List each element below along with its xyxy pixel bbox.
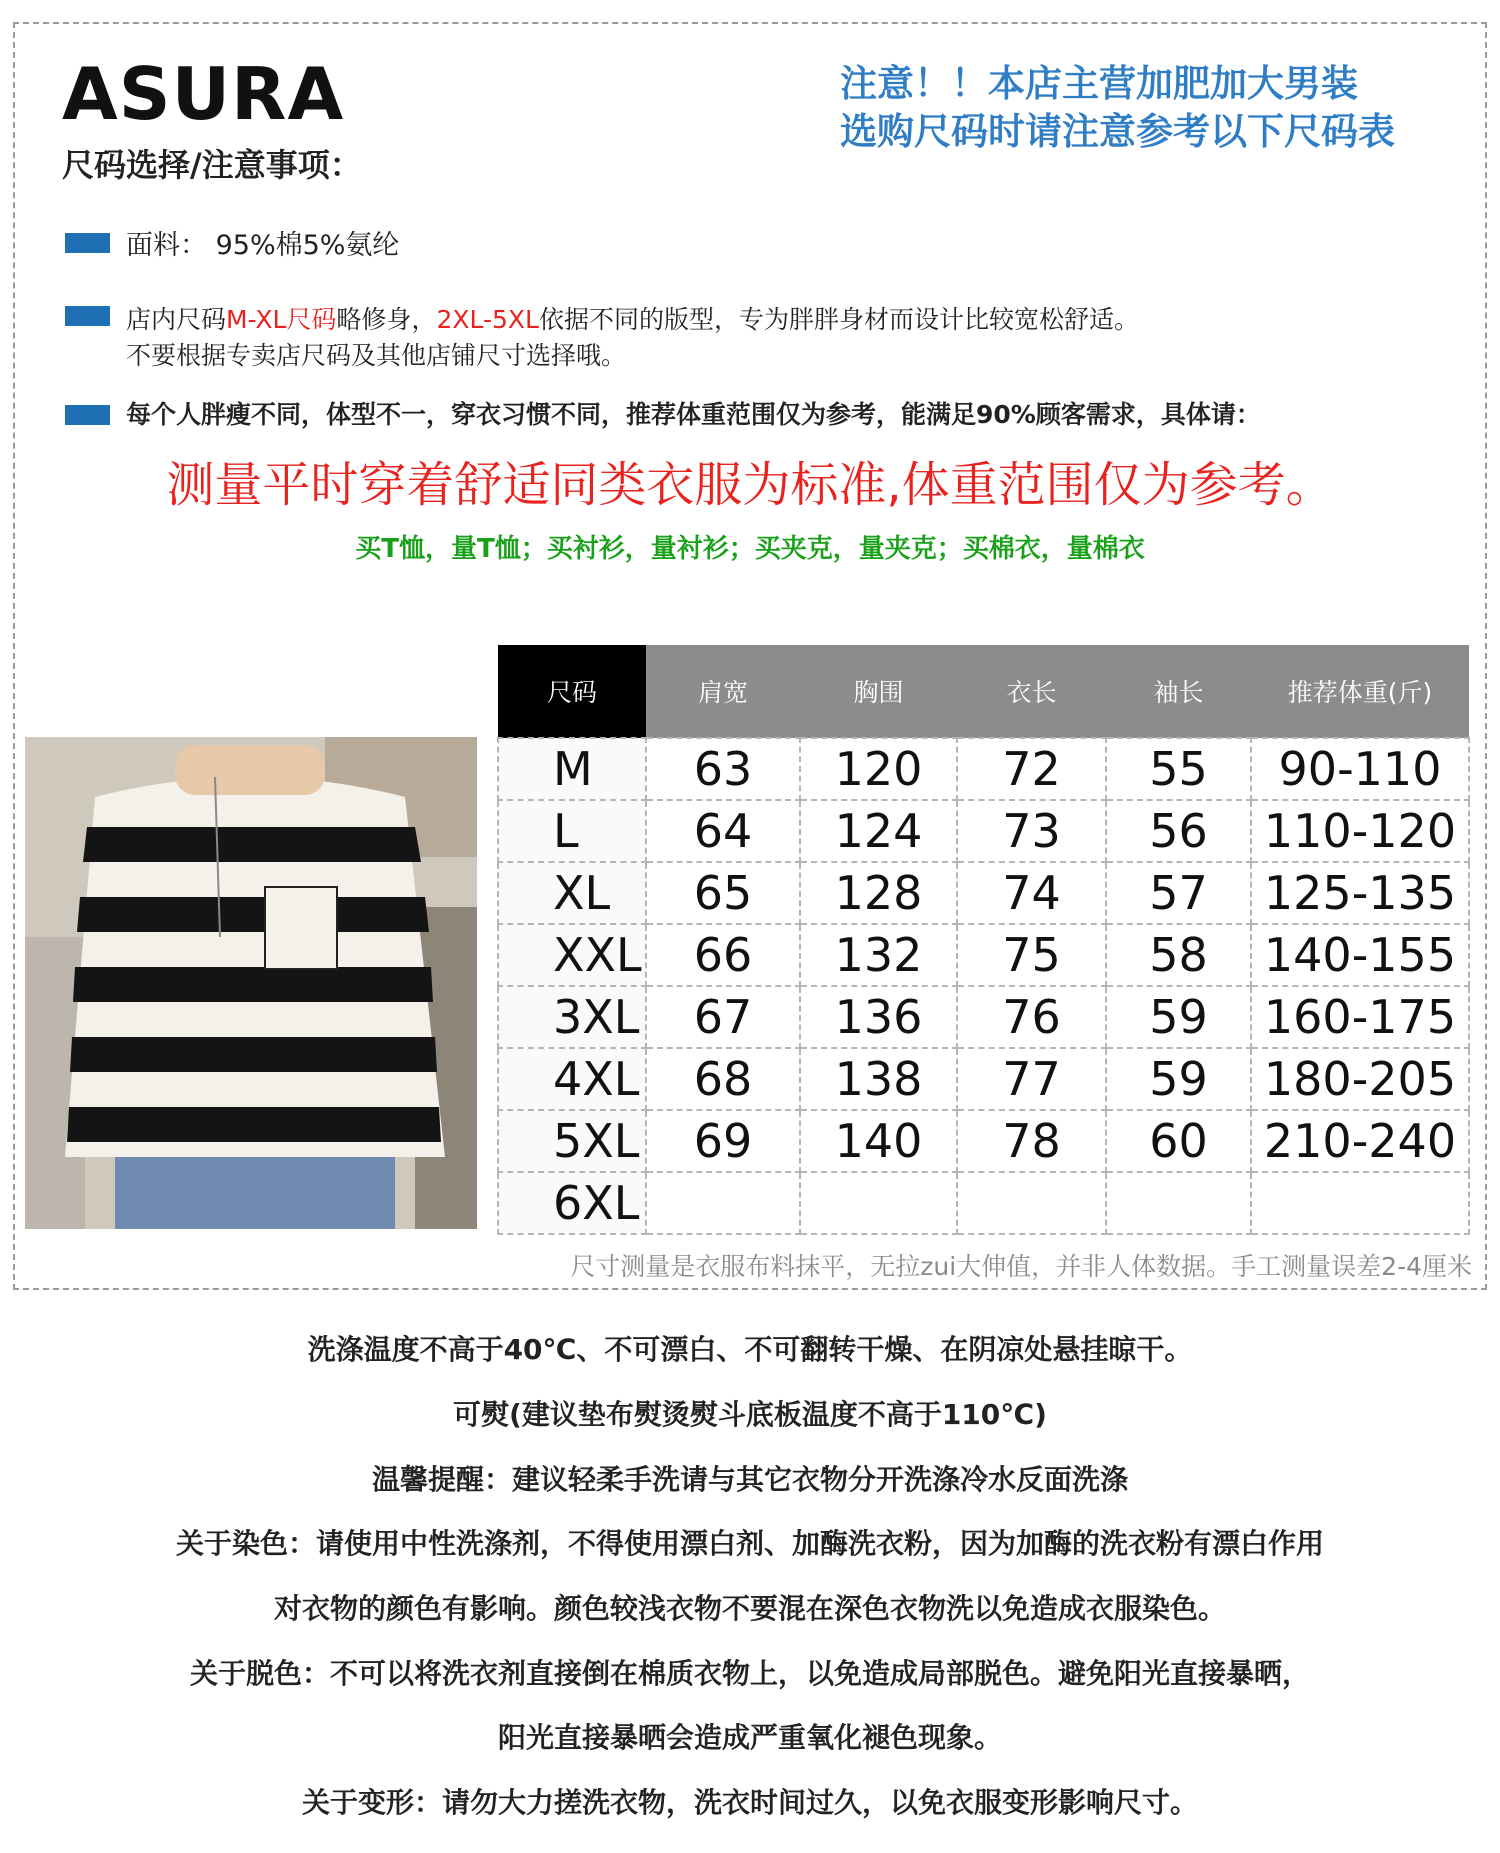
material-text: 面料： 95%棉5%氨纶 bbox=[126, 230, 400, 261]
care-line: 阳光直接暴晒会造成严重氧化褪色现象。 bbox=[497, 1721, 1002, 1754]
cell-length bbox=[957, 1172, 1106, 1234]
header-size: 尺码 bbox=[498, 645, 646, 738]
table-row bbox=[498, 1172, 1469, 1234]
cell-weight: 110-120 bbox=[1251, 800, 1469, 862]
striped-sweater-image bbox=[25, 737, 477, 1229]
cell-length: 73 bbox=[957, 800, 1106, 862]
table-row bbox=[498, 1048, 1469, 1110]
cell-length: 72 bbox=[957, 738, 1106, 800]
measurement-tip: 买T恤，量T恤；买衬衫，量衬衫；买夹克，量夹克；买棉衣，量棉衣 bbox=[355, 534, 1145, 564]
header-sleeve: 袖长 bbox=[1106, 645, 1251, 738]
table-row bbox=[498, 986, 1469, 1048]
fit-text-2: 略修身， bbox=[336, 305, 437, 334]
bullet-marker bbox=[65, 233, 110, 253]
cell-size: 5XL bbox=[498, 1110, 646, 1172]
cell-shoulder: 65 bbox=[646, 862, 800, 924]
cell-shoulder: 66 bbox=[646, 924, 800, 986]
cell-weight: 160-175 bbox=[1251, 986, 1469, 1048]
cell-sleeve: 59 bbox=[1106, 986, 1251, 1048]
cell-chest: 124 bbox=[800, 800, 957, 862]
fit-text-3: 依据不同的版型，专为胖胖身材而设计比较宽松舒适。 bbox=[538, 305, 1139, 334]
care-line: 对衣物的颜色有影响。颜色较浅衣物不要混在深色衣物洗以免造成衣服染色。 bbox=[273, 1592, 1226, 1625]
cell-length: 74 bbox=[957, 862, 1106, 924]
cell-weight: 180-205 bbox=[1251, 1048, 1469, 1110]
cell-sleeve: 58 bbox=[1106, 924, 1251, 986]
fit-line-2: 不要根据专卖店尺码及其他店铺尺寸选择哦。 bbox=[126, 341, 627, 370]
cell-shoulder: 64 bbox=[646, 800, 800, 862]
cell-length: 76 bbox=[957, 986, 1106, 1048]
cell-sleeve: 55 bbox=[1106, 738, 1251, 800]
cell-chest: 136 bbox=[800, 986, 957, 1048]
care-line: 洗涤温度不高于40℃、不可漂白、不可翻转干燥、在阴凉处悬挂晾干。 bbox=[307, 1333, 1193, 1366]
cell-length: 78 bbox=[957, 1110, 1106, 1172]
bullet-marker bbox=[65, 306, 110, 326]
cell-chest bbox=[800, 1172, 957, 1234]
header-length: 衣长 bbox=[957, 645, 1106, 738]
table-row bbox=[498, 862, 1469, 924]
cell-sleeve: 57 bbox=[1106, 862, 1251, 924]
cell-chest: 138 bbox=[800, 1048, 957, 1110]
table-row bbox=[498, 924, 1469, 986]
cell-size: 3XL bbox=[498, 986, 646, 1048]
bullet-marker bbox=[65, 405, 110, 425]
cell-chest: 132 bbox=[800, 924, 957, 986]
cell-weight: 140-155 bbox=[1251, 924, 1469, 986]
cell-length: 75 bbox=[957, 924, 1106, 986]
brand-logo: ASURA bbox=[62, 52, 345, 136]
cell-sleeve bbox=[1106, 1172, 1251, 1234]
care-line: 可熨(建议垫布熨烫熨斗底板温度不高于110℃) bbox=[453, 1398, 1047, 1431]
cell-shoulder: 68 bbox=[646, 1048, 800, 1110]
care-line: 关于变形：请勿大力搓洗衣物，洗衣时间过久，以免衣服变形影响尺寸。 bbox=[301, 1786, 1198, 1819]
cell-shoulder: 69 bbox=[646, 1110, 800, 1172]
cell-size: M bbox=[498, 738, 646, 800]
product-photo bbox=[25, 737, 477, 1229]
cell-size: 4XL bbox=[498, 1048, 646, 1110]
cell-weight: 90-110 bbox=[1251, 738, 1469, 800]
table-row bbox=[498, 738, 1469, 800]
cell-size: XXL bbox=[498, 924, 646, 986]
notice-line-1: 注意！！本店主营加肥加大男装 bbox=[840, 62, 1358, 105]
header-chest: 胸围 bbox=[800, 645, 957, 738]
size-chart-table bbox=[497, 645, 1470, 1235]
fit-red-2: 2XL-5XL bbox=[436, 305, 539, 334]
fit-text-1: 店内尺码 bbox=[126, 305, 227, 334]
cell-sleeve: 56 bbox=[1106, 800, 1251, 862]
cell-sleeve: 60 bbox=[1106, 1110, 1251, 1172]
page-subtitle: 尺码选择/注意事项： bbox=[62, 146, 362, 184]
cell-weight: 125-135 bbox=[1251, 862, 1469, 924]
weight-note: 每个人胖瘦不同，体型不一，穿衣习惯不同，推荐体重范围仅为参考，能满足90%顾客需求，具体请： bbox=[126, 400, 1261, 429]
care-line: 关于染色：请使用中性洗涤剂，不得使用漂白剂、加酶洗衣粉，因为加酶的洗衣粉有漂白作用 bbox=[175, 1527, 1324, 1560]
measurement-warning: 测量平时穿着舒适同类衣服为标准,体重范围仅为参考。 bbox=[166, 457, 1334, 513]
table-header-row bbox=[498, 645, 1469, 738]
cell-weight bbox=[1251, 1172, 1469, 1234]
table-row bbox=[498, 1110, 1469, 1172]
table-row bbox=[498, 800, 1469, 862]
care-line: 关于脱色：不可以将洗衣剂直接倒在棉质衣物上，以免造成局部脱色。避免阳光直接暴晒， bbox=[189, 1657, 1310, 1690]
header-shoulder: 肩宽 bbox=[646, 645, 800, 738]
fit-description bbox=[126, 302, 1139, 374]
cell-shoulder: 63 bbox=[646, 738, 800, 800]
store-notice bbox=[840, 60, 1460, 156]
cell-size: XL bbox=[498, 862, 646, 924]
cell-size: L bbox=[498, 800, 646, 862]
fit-red-1: M-XL尺码 bbox=[226, 305, 337, 334]
cell-length: 77 bbox=[957, 1048, 1106, 1110]
cell-size: 6XL bbox=[498, 1172, 646, 1234]
notice-line-2: 选购尺码时请注意参考以下尺码表 bbox=[840, 110, 1395, 153]
cell-sleeve: 59 bbox=[1106, 1048, 1251, 1110]
cell-chest: 120 bbox=[800, 738, 957, 800]
cell-chest: 140 bbox=[800, 1110, 957, 1172]
cell-shoulder: 67 bbox=[646, 986, 800, 1048]
cell-shoulder bbox=[646, 1172, 800, 1234]
cell-weight: 210-240 bbox=[1251, 1110, 1469, 1172]
care-line: 温馨提醒：建议轻柔手洗请与其它衣物分开洗涤冷水反面洗涤 bbox=[371, 1463, 1128, 1496]
cell-chest: 128 bbox=[800, 862, 957, 924]
header-weight: 推荐体重(斤) bbox=[1251, 645, 1469, 738]
measurement-note: 尺寸测量是衣服布料抹平，无拉zui大伸值，并非人体数据。手工测量误差2-4厘米 bbox=[570, 1252, 1472, 1281]
